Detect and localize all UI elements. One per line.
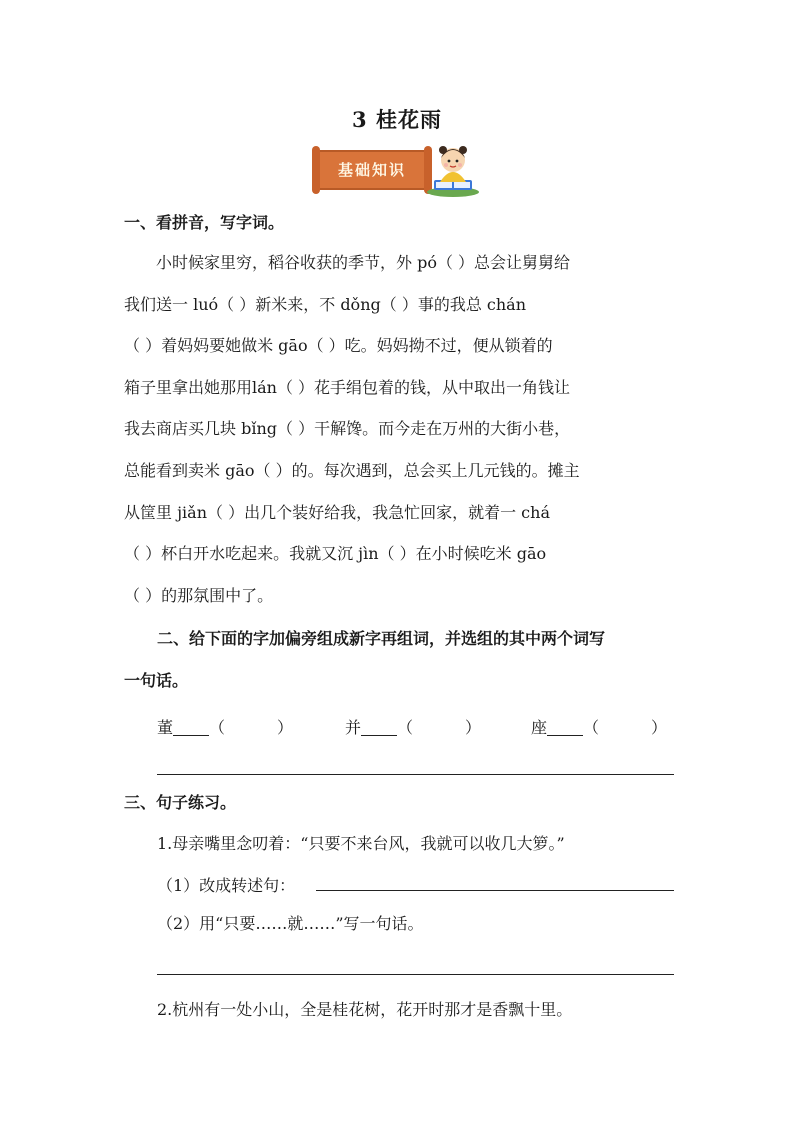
section-1-heading: 一、看拼音，写字词。 xyxy=(124,213,285,232)
answer-blank[interactable] xyxy=(547,715,583,736)
radical-item: 董 （ ） xyxy=(157,708,293,748)
question-1: 1.母亲嘴里念叨着：“只要不来台风，我就可以收几大箩。” xyxy=(157,834,565,853)
answer-blank[interactable] xyxy=(173,715,209,736)
passage-line: 从筐里 jiǎn（ ）出几个装好给我，我急忙回家，就着一 chá xyxy=(124,502,550,522)
answer-blank[interactable] xyxy=(361,715,397,736)
section-1-passage xyxy=(124,242,676,616)
radical-item: 座 （ ） xyxy=(531,708,667,748)
page-title: 3 桂花雨 xyxy=(352,107,442,132)
reported-speech-answer-line[interactable] xyxy=(316,890,674,891)
sentence-answer-line[interactable] xyxy=(157,774,674,775)
radical-char: 董 xyxy=(157,718,174,737)
question-1a: （1）改成转述句： xyxy=(157,876,296,895)
radical-char: 并 xyxy=(345,718,362,737)
passage-line: （ ）杯白开水吃起来。我就又沉 jìn（ ）在小时候吃米 gāo xyxy=(124,544,547,564)
passage-line: （ ）着妈妈要她做米 gāo（ ）吃。妈妈拗不过，便从锁着的 xyxy=(124,336,553,356)
section-2-heading: 二、给下面的字加偏旁组成新字再组词，并选组的其中两个词写 xyxy=(157,629,606,648)
radical-item: 并 （ ） xyxy=(345,708,481,748)
banner-label: 基础知识 xyxy=(337,161,406,179)
section-3-heading: 三、句子练习。 xyxy=(124,793,237,812)
section-banner xyxy=(312,142,482,198)
radical-exercise-row xyxy=(157,708,677,748)
passage-line: （ ）的那氛围中了。 xyxy=(124,585,274,605)
passage-line: 箱子里拿出她那用lán（ ）花手绢包着的钱，从中取出一角钱让 xyxy=(124,377,571,397)
sentence-answer-line[interactable] xyxy=(157,974,674,975)
passage-line: 我们送一 luó（ ）新米来，不 dǒng（ ）事的我总 chán xyxy=(124,294,527,314)
passage-line: 小时候家里穷，稻谷收获的季节，外 pó（ ）总会让舅舅给 xyxy=(156,253,571,272)
passage-line: 我去商店买几块 bǐng（ ）干解馋。而今走在万州的大街小巷， xyxy=(124,419,571,439)
question-2: 2.杭州有一处小山，全是桂花树，花开时那才是香飘十里。 xyxy=(157,1000,573,1019)
child-reading-icon xyxy=(422,140,484,198)
question-1b: （2）用“只要……就……”写一句话。 xyxy=(157,914,424,933)
passage-line: 总能看到卖米 gāo（ ）的。每次遇到，总会买上几元钱的。摊主 xyxy=(124,460,580,480)
scroll-banner xyxy=(316,150,428,190)
section-2-heading-cont: 一句话。 xyxy=(124,671,189,690)
radical-char: 座 xyxy=(531,718,548,737)
